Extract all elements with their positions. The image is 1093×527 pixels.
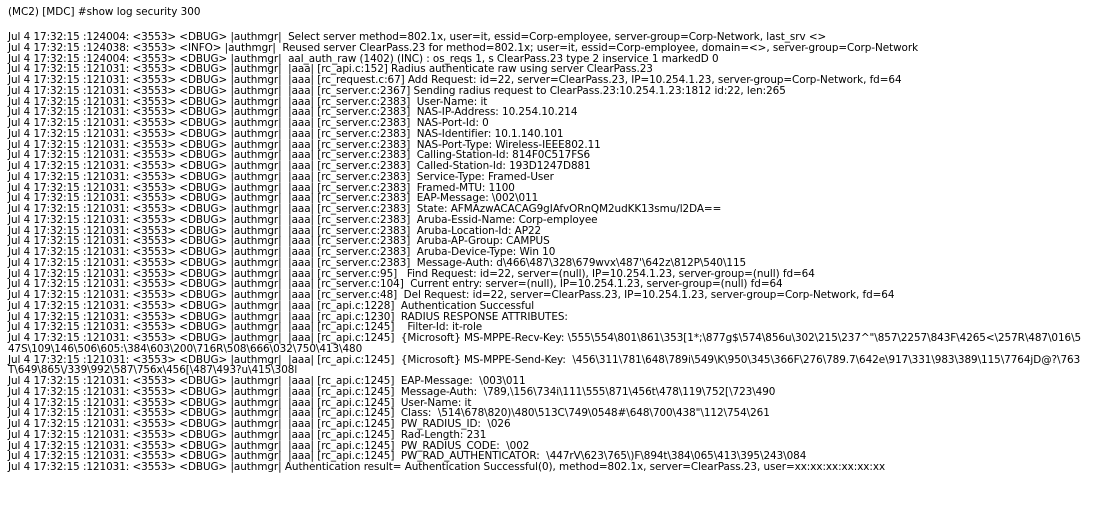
- log-line: Jul 4 17:32:15 :121031: <3553> <DBUG> |authmgr| |aaa| [rc_api.c:152] Radius authenticate raw using server ClearPass.23: [8, 63, 653, 76]
- log-line: Jul 4 17:32:15 :121031: <3553> <DBUG> |authmgr| |aaa| [rc_server.c:2383] NAS-Port-Id: 0: [8, 117, 489, 129]
- log-line: Jul 4 17:32:15 :121031: <3553> <DBUG> |authmgr| |aaa| [rc_server.c:2383] Framed-MTU: 1100: [8, 181, 515, 194]
- log-line: Jul 4 17:32:15 :124004: <3553> <DBUG> |authmgr| aal_auth_raw (1402) (INC) : os_reqs 1, s ClearPass.23 type 2 inservice 1 markedD 0: [8, 52, 719, 65]
- log-line: Jul 4 17:32:15 :121031: <3553> <DBUG> |authmgr| |aaa| [rc_server.c:2383] NAS-Port-Type: Wireless-IEEE802.11: [8, 138, 601, 151]
- log-line: Jul 4 17:32:15 :121031: <3553> <DBUG> |authmgr| |aaa| [rc_server.c:2383] Message-Auth: d\466\487\328\679wvx\487'\642z\812P\540\115: [8, 256, 747, 269]
- log-line: Jul 4 17:32:15 :121031: <3553> <DBUG> |authmgr| |aaa| [rc_api.c:1228] Authentication Successful: [8, 299, 535, 312]
- log-line: Jul 4 17:32:15 :121031: <3553> <DBUG> |authmgr| |aaa| [rc_server.c:2383] Aruba-AP-Group: CAMPUS: [8, 235, 550, 248]
- log-line: Jul 4 17:32:15 :121031: <3553> <DBUG> |authmgr| |aaa| [rc_api.c:1245] User-Name: it: [8, 396, 472, 409]
- log-line: Jul 4 17:32:15 :121031: <3553> <DBUG> |authmgr| |aaa| [rc_api.c:1245] Message-Auth: \789,\156\734i\111\555\871\456t\478\119\752[\723\490: [8, 385, 776, 398]
- command-prompt: (MC2) [MDC] #show log security 300: [8, 6, 201, 18]
- log-line: Jul 4 17:32:15 :121031: <3553> <DBUG> |authmgr| |aaa| [rc_server.c:2383] NAS-Identifier: 10.1.140.101: [8, 127, 564, 140]
- log-line: Jul 4 17:32:15 :121031: <3553> <DBUG> |authmgr| Authentication result= Authentication Successful(0), method=802.1x, server=ClearPass.23, user=xx:xx:xx:xx:xx:xx: [8, 461, 886, 473]
- log-output: [8, 32, 1085, 473]
- log-line: Jul 4 17:32:15 :121031: <3553> <DBUG> |authmgr| |aaa| [rc_server.c:2383] User-Name: it: [8, 95, 488, 108]
- log-line: Jul 4 17:32:15 :121031: <3553> <DBUG> |authmgr| |aaa| [rc_api.c:1245] PW_RADIUS_ID: \026: [8, 418, 511, 430]
- log-line: Jul 4 17:32:15 :121031: <3553> <DBUG> |authmgr| |aaa| [rc_server.c:2383] Called-Station-Id: 193D1247D881: [8, 160, 591, 172]
- log-line: Jul 4 17:32:15 :121031: <3553> <DBUG> |authmgr| |aaa| [rc_api.c:1245] Class: \514\678\820)\480\513C\749\0548#\648\700\438"\112\754\261: [8, 407, 770, 420]
- log-line: Jul 4 17:32:15 :121031: <3553> <DBUG> |authmgr| |aaa| [rc_server.c:95] Find Request: id=22, server=(null), IP=10.254.1.23, server-group=(null) fd=64: [8, 267, 815, 280]
- log-line: Jul 4 17:32:15 :124038: <3553> <INFO> |authmgr| Reused server ClearPass.23 for method=802.1x; user=it, essid=Corp-employee, domain=<>, server-group=Corp-Network: [8, 41, 919, 54]
- log-line: Jul 4 17:32:15 :121031: <3553> <DBUG> |authmgr| |aaa| [rc_server.c:2383] Calling-Station-Id: 814F0C517FS6: [8, 149, 591, 162]
- log-line: Jul 4 17:32:15 :121031: <3553> <DBUG> |authmgr| |aaa| [rc_api.c:1245] PW_RADIUS_CODE: \002: [8, 439, 530, 452]
- log-line: Jul 4 17:32:15 :121031: <3553> <DBUG> |authmgr| |aaa| [rc_server.c:2383] Aruba-Location-Id: AP22: [8, 224, 542, 237]
- log-line: Jul 4 17:32:15 :121031: <3553> <DBUG> |authmgr| |aaa| [rc_api.c:1230] RADIUS RESPONSE ATTRIBUTES:: [8, 310, 568, 323]
- log-line: Jul 4 17:32:15 :121031: <3553> <DBUG> |authmgr| |aaa| [rc_server.c:2383] Service-Type: Framed-User: [8, 170, 554, 183]
- log-line: Jul 4 17:32:15 :121031: <3553> <DBUG> |authmgr| |aaa| [rc_server.c:2383] NAS-IP-Address: 10.254.10.214: [8, 106, 578, 119]
- log-line: Jul 4 17:32:15 :121031: <3553> <DBUG> |authmgr| |aaa| [rc_api.c:1245] EAP-Message: \003\011: [8, 375, 526, 387]
- log-line: Jul 4 17:32:15 :121031: <3553> <DBUG> |authmgr| |aaa| [rc_server.c:48] Del Request: id=22, server=ClearPass.23, IP=10.254.1.23, server-group=Corp-Network, fd=64: [8, 289, 895, 301]
- log-line: Jul 4 17:32:15 :121031: <3553> <DBUG> |authmgr| |aaa| [rc_server.c:2367] Sending radius request to ClearPass.23:10.254.1.23:1812 id:22, len:265: [8, 84, 786, 97]
- log-line: Jul 4 17:32:15 :121031: <3553> <DBUG> |authmgr| |aaa| [rc_server.c:2383] State: AFMAzwACACAG9gIAfvORnQM2udKK13smu/l2DA==: [8, 203, 722, 215]
- log-line: Jul 4 17:32:15 :121031: <3553> <DBUG> |authmgr| |aaa| [rc_api.c:1245] {Microsoft} MS-MPPE-Recv-Key: \555\554\801\861\353[1*;\877g$\574\856u\302\215\237^"\857\2257\843F\4265<\257R\487\016\547S\109\146\506\605:\384\603\200\716R\508\666\032\750\413\480: [8, 332, 1082, 355]
- log-line: Jul 4 17:32:15 :121031: <3553> <DBUG> |authmgr| |aaa| [rc_server.c:2383] Aruba-Essid-Name: Corp-employee: [8, 213, 598, 226]
- log-line: Jul 4 17:32:15 :121031: <3553> <DBUG> |authmgr| |aaa| [rc_api.c:1245] PW_RAD_AUTHENTICATOR: \447rV\623\765\)F\894t\384\065\413\395\243\084: [8, 450, 807, 463]
- log-line: Jul 4 17:32:15 :121031: <3553> <DBUG> |authmgr| |aaa| [rc_server.c:2383] Aruba-Device-Type: Win 10: [8, 246, 556, 258]
- log-line: Jul 4 17:32:15 :121031: <3553> <DBUG> |authmgr| |aaa| [rc_api.c:1245] {Microsoft} MS-MPPE-Send-Key: \456\311\781\648\789i\549\K\950\345\366F\276\789.7\642e\917\331\983\389\115\7764jD@?\763T\649\865\/339\992\587\756x\456[\487\493?u\415\308l: [8, 353, 1081, 377]
- log-line: Jul 4 17:32:15 :121031: <3553> <DBUG> |authmgr| |aaa| [rc_request.c:67] Add Request: id=22, server=ClearPass.23, IP=10.254.1.23, server-group=Corp-Network, fd=64: [8, 74, 902, 86]
- log-line: Jul 4 17:32:15 :124004: <3553> <DBUG> |authmgr| Select server method=802.1x, user=it, essid=Corp-employee, server-group=Corp-Network, last_srv <>: [8, 31, 827, 43]
- log-line: Jul 4 17:32:15 :121031: <3553> <DBUG> |authmgr| |aaa| [rc_api.c:1245] Rad-Length: 231: [8, 428, 487, 441]
- log-line: Jul 4 17:32:15 :121031: <3553> <DBUG> |authmgr| |aaa| [rc_server.c:104] Current entry: server=(null), IP=10.254.1.23, server-group=(null) fd=64: [8, 278, 783, 291]
- log-line: Jul 4 17:32:15 :121031: <3553> <DBUG> |authmgr| |aaa| [rc_server.c:2383] EAP-Message: \002\011: [8, 192, 539, 205]
- log-line: Jul 4 17:32:15 :121031: <3553> <DBUG> |authmgr| |aaa| [rc_api.c:1245] Filter-Id: it-role: [8, 321, 483, 334]
